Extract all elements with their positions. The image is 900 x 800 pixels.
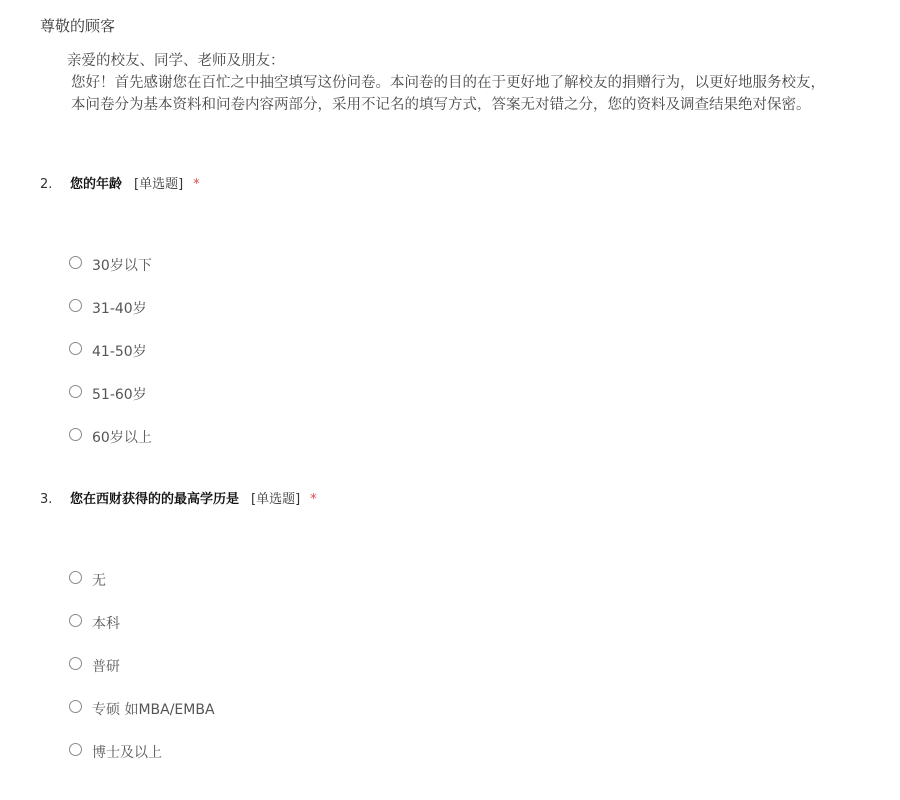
intro-salutation: 亲爱的校友、同学、老师及朋友： (67, 53, 285, 69)
option-label: 60岁以上 (92, 429, 152, 446)
option-label: 30岁以下 (92, 257, 152, 274)
radio-button[interactable] (69, 256, 82, 269)
radio-button[interactable] (69, 571, 82, 584)
option-age-41-50[interactable] (69, 329, 152, 372)
question-text: 您的年龄 (70, 177, 123, 192)
question-title-row (40, 490, 880, 510)
option-label: 41-50岁 (92, 343, 147, 360)
option-age-under-30[interactable] (69, 243, 152, 286)
option-label: 专硕 如MBA/EMBA (92, 701, 215, 718)
intro-paragraph-line-1: 您好！首先感谢您在百忙之中抽空填写这份问卷。本问卷的目的在于更好地了解校友的捐赠行为，以更好地服务校友， (71, 75, 825, 91)
option-label: 本科 (92, 615, 120, 632)
question-type-label: [单选题] (251, 492, 301, 507)
radio-button[interactable] (69, 657, 82, 670)
option-label: 普研 (92, 658, 120, 675)
question-type-label: [单选题] (134, 177, 184, 192)
radio-button[interactable] (69, 743, 82, 756)
question-education (40, 490, 880, 761)
option-age-over-60[interactable] (69, 415, 152, 458)
required-marker: * (310, 492, 317, 507)
option-label: 博士及以上 (92, 744, 162, 761)
option-education-master[interactable] (69, 644, 215, 687)
option-label: 无 (92, 572, 106, 589)
question-number: 2. (40, 177, 53, 192)
question-text: 您在西财获得的的最高学历是 (70, 492, 240, 507)
radio-button[interactable] (69, 299, 82, 312)
radio-button[interactable] (69, 700, 82, 713)
radio-button[interactable] (69, 342, 82, 355)
option-age-51-60[interactable] (69, 372, 152, 415)
option-label: 51-60岁 (92, 386, 147, 403)
radio-button[interactable] (69, 428, 82, 441)
radio-button[interactable] (69, 614, 82, 627)
survey-greeting: 尊敬的顾客 (40, 17, 116, 35)
option-education-none[interactable] (69, 558, 215, 601)
survey-intro (67, 50, 900, 116)
required-marker: * (193, 177, 200, 192)
option-label: 31-40岁 (92, 300, 147, 317)
age-options (69, 243, 152, 458)
option-age-31-40[interactable] (69, 286, 152, 329)
question-title-row (40, 175, 880, 195)
question-age (40, 175, 880, 446)
education-options (69, 558, 215, 773)
intro-paragraph-line-2: 本问卷分为基本资料和问卷内容两部分，采用不记名的填写方式，答案无对错之分，您的资料及调查结果绝对保密。 (71, 97, 811, 113)
question-number: 3. (40, 492, 53, 507)
option-education-professional-master[interactable] (69, 687, 215, 730)
radio-button[interactable] (69, 385, 82, 398)
option-education-doctorate[interactable] (69, 730, 215, 773)
option-education-bachelor[interactable] (69, 601, 215, 644)
